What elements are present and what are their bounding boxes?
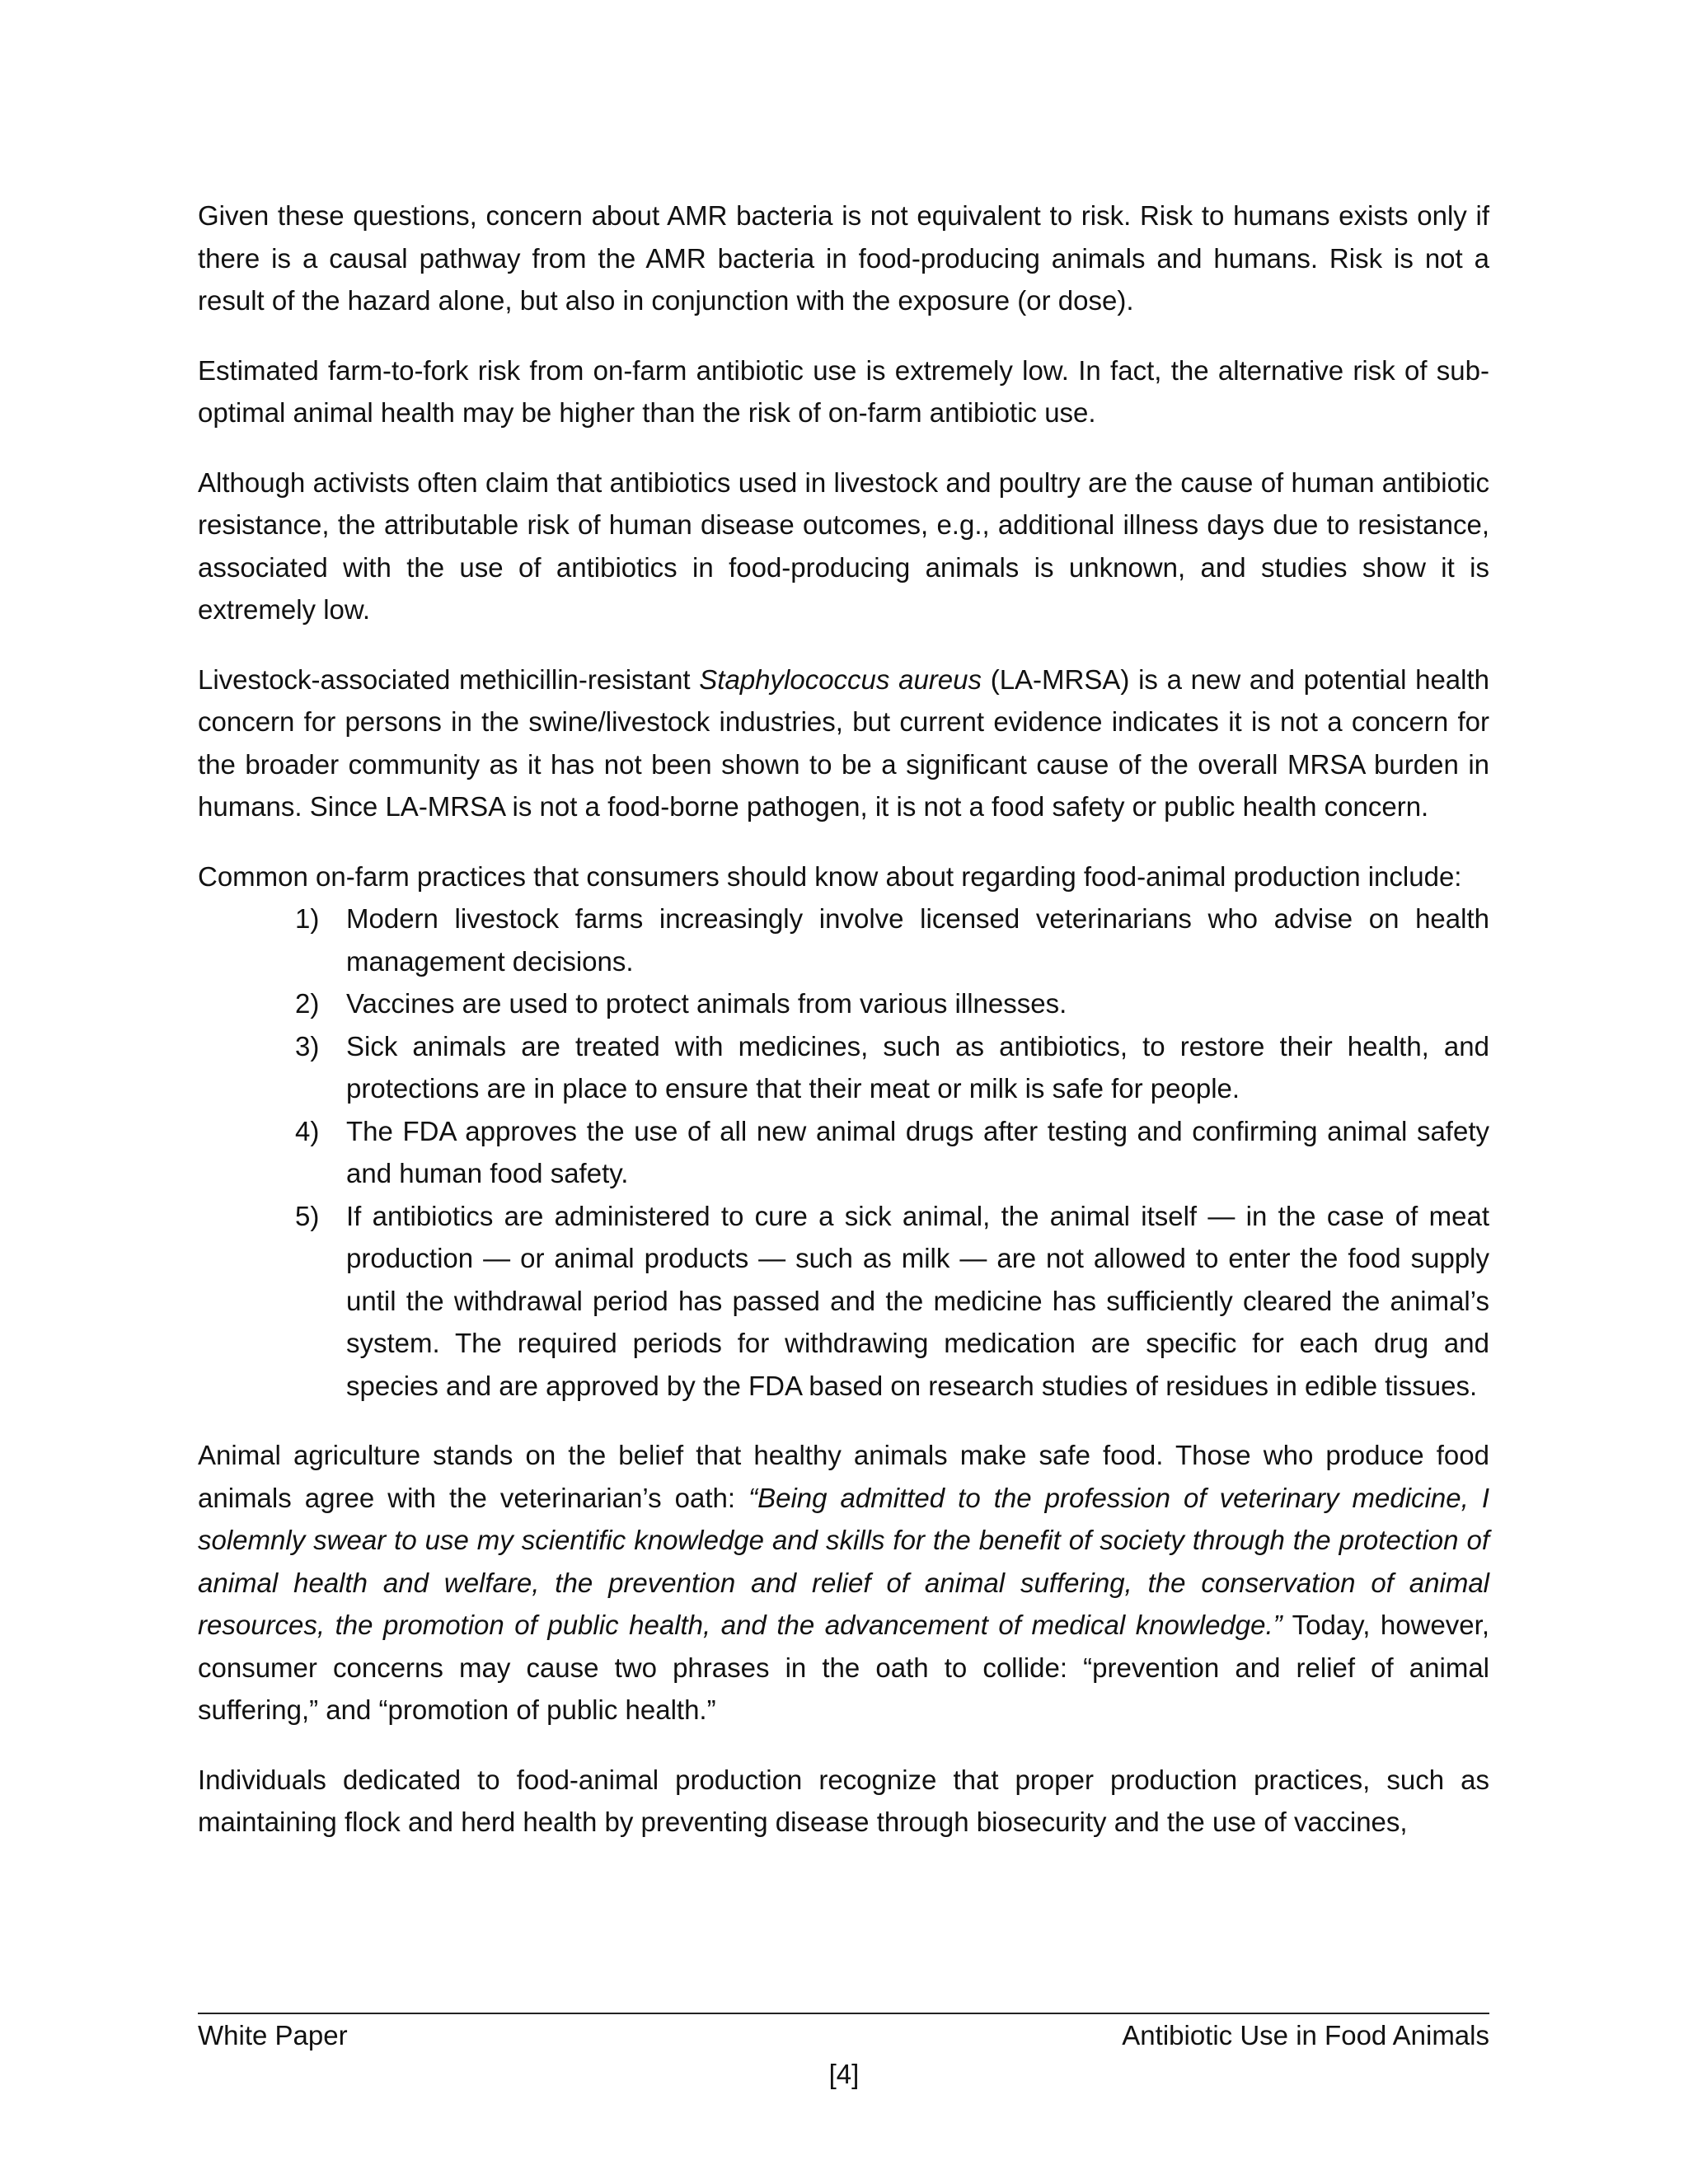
paragraph-veterinarian-oath [198,1434,1489,1732]
practices-list [198,898,1489,1407]
list-item [295,982,1489,1025]
page-number: [4] [828,2059,860,2089]
list-item-text: Sick animals are treated with medicines, such as antibiotics, to restore their health, and protections are in place to ensure that their meat or milk is safe for people. [346,1030,1489,1104]
oath-quote: “Being admitted to the profession of veterinary medicine, I solemnly swear to use my scientific knowledge and skills for the benefit of society through the protection of animal health and welfare, the prevention and relief of animal suffering, the conservation of animal resources, the promotion of public health, and the advancement of medical knowledge.” [198,1482,1489,1640]
footer-left-label: White Paper [198,2020,348,2050]
list-item-number: 2) [295,988,320,1019]
list-item-text: The FDA approves the use of all new animal drugs after testing and confirming animal safety and human food safety. [346,1115,1489,1188]
list-item [295,1195,1489,1408]
paragraph-practices-intro: Common on-farm practices that consumers should know about regarding food-animal production include: [198,860,1462,892]
paragraph-la-mrsa [198,658,1489,828]
list-item [295,1025,1489,1110]
list-item-number: 3) [295,1030,320,1062]
document-body [198,194,1489,1844]
list-item [295,898,1489,982]
list-item-text: If antibiotics are administered to cure a sick animal, the animal itself — in the case of meat production — or animal products — such as milk — are not allowed to enter the food supply until the withdrawal period has passed and the medicine has sufficiently cleared the animal’s system. The required periods for withdrawing medication are specific for each drug and species and are approved by the FDA based on research studies of residues in edible tissues. [346,1200,1489,1401]
list-item-text: Vaccines are used to protect animals from various illnesses. [346,988,1067,1019]
paragraph-activists: Although activists often claim that antibiotics used in livestock and poultry are the cause of human antibiotic resistance, the attributable risk of human disease outcomes, e.g., additional illness days due to resistance, associated with the use of antibiotics in food-producing animals is unknown, and studies show it is extremely low. [198,466,1489,625]
oath-intro-text: Animal agriculture stands on the belief that healthy animals make safe food. Those who produce food animals agree with the veterinarian’s oath: [198,1440,1489,1513]
list-item [295,1110,1489,1195]
la-mrsa-text-start: Livestock-associated methicillin-resistant [198,663,700,695]
page-footer [198,2014,1489,2056]
species-name: Staphylococcus aureus [699,663,982,695]
oath-followup-text: Today, however, consumer concerns may cause two phrases in the oath to collide: “prevention and relief of animal suffering,” and “promotion of public health.” [198,1610,1489,1725]
footer-right-label: Antibiotic Use in Food Animals [1122,2020,1489,2050]
list-item-number: 4) [295,1115,320,1146]
list-item-text: Modern livestock farms increasingly involve licensed veterinarians who advise on health management decisions. [346,903,1489,977]
la-mrsa-text-end: (LA-MRSA) is a new and potential health concern for persons in the swine/livestock industries, but current evidence indicates it is not a concern for the broader community as it has not been shown to be a significant cause of the overall MRSA burden in humans. Since LA-MRSA is not a food-borne pathogen, it is not a food safety or public health concern. [198,663,1490,822]
paragraph-production-practices: Individuals dedicated to food-animal production recognize that proper production practices, such as maintaining flock and herd health by preventing disease through biosecurity and the use of vaccines, [198,1764,1489,1837]
paragraph-amr-risk: Given these questions, concern about AMR bacteria is not equivalent to risk. Risk to humans exists only if there is a causal pathway from the AMR bacteria in food-producing animals and humans. Risk is not a result of the hazard alone, but also in conjunction with the exposure (or dose). [198,200,1489,316]
paragraph-farm-to-fork: Estimated farm-to-fork risk from on-farm antibiotic use is extremely low. In fact, the alternative risk of sub-optimal animal health may be higher than the risk of on-farm antibiotic use. [198,354,1489,428]
list-item-number: 1) [295,903,320,934]
list-item-number: 5) [295,1200,320,1231]
